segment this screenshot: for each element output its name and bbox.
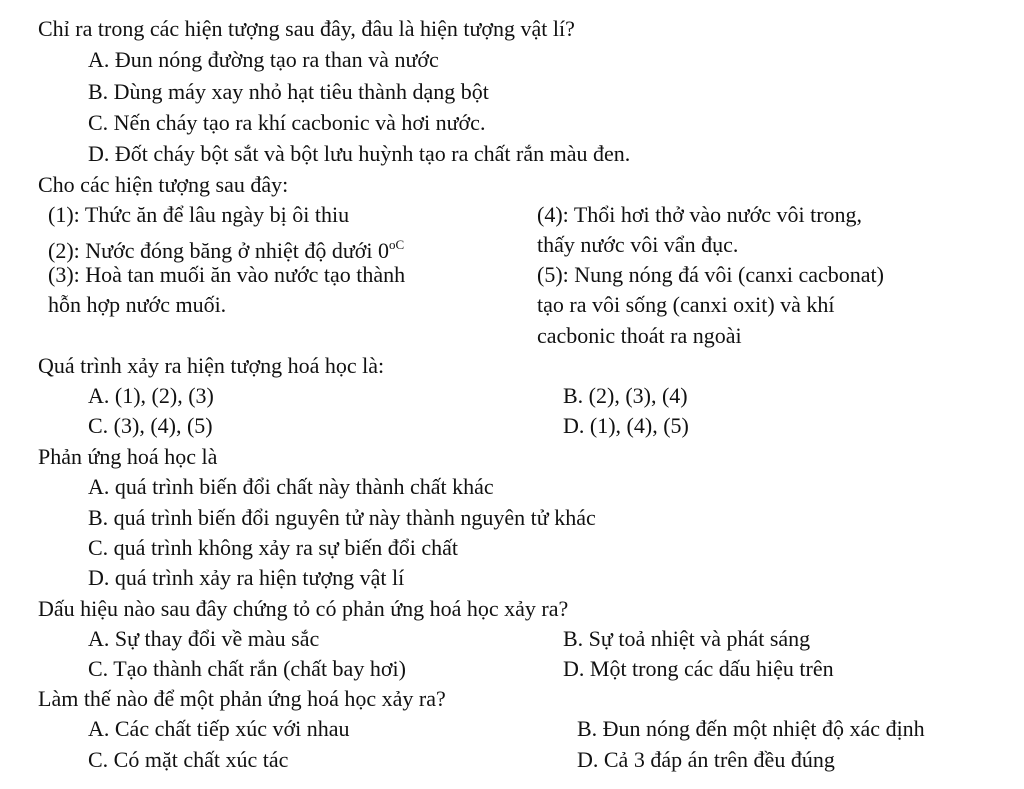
q2-phenomenon-2-degree: oC (389, 237, 405, 252)
q2-intro: Cho các hiện tượng sau đây: (38, 172, 289, 197)
q5-option-b: B. Đun nóng đến một nhiệt độ xác định (577, 716, 925, 741)
q3-option-b: B. quá trình biến đổi nguyên tử này thành nguyên tử khác (88, 505, 596, 530)
q3-option-d: D. quá trình xảy ra hiện tượng vật lí (88, 565, 405, 590)
q5-option-d: D. Cả 3 đáp án trên đều đúng (577, 747, 835, 772)
q2-phenomenon-2-text: (2): Nước đóng băng ở nhiệt độ dưới 0 (48, 238, 390, 263)
q4-question: Dấu hiệu nào sau đây chứng tỏ có phản ứng hoá học xảy ra? (38, 596, 569, 621)
q2-phenomenon-2 (48, 230, 405, 263)
q5-option-a: A. Các chất tiếp xúc với nhau (88, 716, 350, 741)
q2-phenomenon-3-line1: (3): Hoà tan muối ăn vào nước tạo thành (48, 262, 406, 287)
q5-option-c: C. Có mặt chất xúc tác (88, 747, 289, 772)
q1-option-d: D. Đốt cháy bột sắt và bột lưu huỳnh tạo ra chất rắn màu đen. (88, 141, 631, 166)
q2-question: Quá trình xảy ra hiện tượng hoá học là: (38, 353, 385, 378)
q1-option-c: C. Nến cháy tạo ra khí cacbonic và hơi nước. (88, 110, 486, 135)
q2-option-c: C. (3), (4), (5) (88, 413, 213, 438)
q3-option-c: C. quá trình không xảy ra sự biến đổi chất (88, 535, 458, 560)
q3-question: Phản ứng hoá học là (38, 444, 218, 469)
q4-option-c: C. Tạo thành chất rắn (chất bay hơi) (88, 656, 406, 681)
q2-phenomenon-1: (1): Thức ăn để lâu ngày bị ôi thiu (48, 202, 350, 227)
q2-option-a: A. (1), (2), (3) (88, 383, 214, 408)
q3-option-a: A. quá trình biến đổi chất này thành chất khác (88, 474, 494, 499)
q4-option-b: B. Sự toả nhiệt và phát sáng (563, 626, 811, 651)
q5-question: Làm thế nào để một phản ứng hoá học xảy ra? (38, 686, 446, 711)
q2-phenomenon-5-line1: (5): Nung nóng đá vôi (canxi cacbonat) (537, 262, 884, 287)
q1-option-b: B. Dùng máy xay nhỏ hạt tiêu thành dạng bột (88, 79, 489, 104)
q4-option-d: D. Một trong các dấu hiệu trên (563, 656, 834, 681)
q2-phenomenon-3-line2: hỗn hợp nước muối. (48, 292, 227, 317)
q2-phenomenon-4-line1: (4): Thổi hơi thở vào nước vôi trong, (537, 202, 863, 227)
q2-option-b: B. (2), (3), (4) (563, 383, 688, 408)
q4-option-a: A. Sự thay đổi về màu sắc (88, 626, 320, 651)
q1-question: Chỉ ra trong các hiện tượng sau đây, đâu là hiện tượng vật lí? (38, 16, 575, 41)
q2-option-d: D. (1), (4), (5) (563, 413, 689, 438)
q2-phenomenon-4-line2: thấy nước vôi vẩn đục. (537, 232, 739, 257)
q2-phenomenon-5-line2: tạo ra vôi sống (canxi oxit) và khí (537, 292, 835, 317)
q2-phenomenon-5-line3: cacbonic thoát ra ngoài (537, 323, 742, 348)
q1-option-a: A. Đun nóng đường tạo ra than và nước (88, 47, 439, 72)
